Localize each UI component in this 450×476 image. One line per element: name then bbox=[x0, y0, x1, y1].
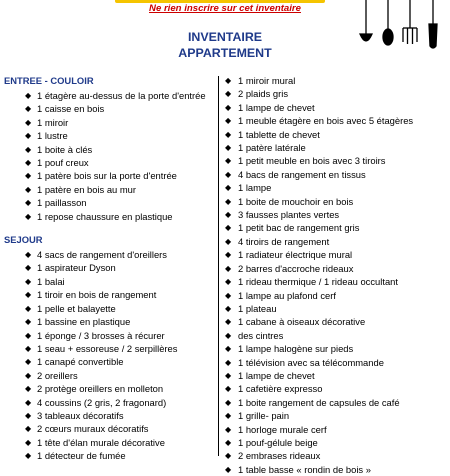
list-item bbox=[224, 87, 448, 100]
bullet-icon: ◆ bbox=[225, 437, 232, 447]
bullet-icon: ◆ bbox=[225, 411, 232, 421]
list-item bbox=[4, 143, 216, 156]
list-item bbox=[4, 315, 216, 328]
item-text: 1 seau + essoreuse / 2 serpillères bbox=[37, 342, 178, 354]
item-text: 1 patère latérale bbox=[238, 142, 306, 154]
list-item bbox=[224, 128, 448, 141]
section-spacer bbox=[4, 223, 216, 233]
bullet-icon: ◆ bbox=[25, 343, 32, 353]
item-text: 1 petit meuble en bois avec 3 tiroirs bbox=[238, 155, 386, 167]
list-item bbox=[224, 74, 448, 87]
bullet-icon: ◆ bbox=[25, 91, 32, 100]
list-item bbox=[4, 449, 216, 462]
bullet-icon: ◆ bbox=[25, 131, 32, 141]
bullet-icon: ◆ bbox=[225, 277, 232, 287]
list-item bbox=[224, 114, 448, 127]
list-item bbox=[224, 262, 448, 275]
list-item bbox=[224, 423, 448, 436]
list-item bbox=[224, 382, 448, 395]
bullet-icon: ◆ bbox=[225, 357, 232, 367]
item-text: 4 bacs de rangement en tissus bbox=[238, 168, 366, 180]
list-item bbox=[224, 181, 448, 194]
list-item bbox=[4, 342, 216, 355]
section-sejour bbox=[4, 233, 216, 463]
list-item bbox=[224, 101, 448, 114]
bullet-icon: ◆ bbox=[225, 290, 232, 300]
list-item bbox=[4, 156, 216, 169]
list-item bbox=[4, 129, 216, 142]
item-text: 4 sacs de rangement d'oreillers bbox=[37, 249, 167, 261]
list-item bbox=[4, 116, 216, 129]
bullet-icon: ◆ bbox=[225, 143, 232, 153]
item-list bbox=[4, 248, 216, 463]
item-text: 1 patère en bois au mur bbox=[37, 183, 137, 195]
bullet-icon: ◆ bbox=[25, 250, 32, 260]
bullet-icon: ◆ bbox=[25, 104, 32, 114]
list-item bbox=[4, 396, 216, 409]
item-text: 1 miroir bbox=[37, 116, 69, 128]
bullet-icon: ◆ bbox=[25, 276, 32, 286]
bullet-icon: ◆ bbox=[225, 384, 232, 394]
list-item bbox=[4, 422, 216, 435]
bullet-icon: ◆ bbox=[225, 464, 232, 474]
list-item bbox=[224, 315, 448, 328]
item-text: 1 petit bac de rangement gris bbox=[238, 222, 360, 234]
item-text: 2 oreillers bbox=[37, 369, 78, 381]
list-item bbox=[4, 329, 216, 342]
list-item bbox=[4, 196, 216, 209]
item-text: 1 caisse en bois bbox=[37, 103, 105, 115]
item-text: 1 lampe de chevet bbox=[238, 101, 315, 113]
item-text: 1 lampe de chevet bbox=[238, 369, 315, 381]
bullet-icon: ◆ bbox=[25, 198, 32, 208]
item-text: 1 lustre bbox=[37, 130, 68, 142]
bullet-icon: ◆ bbox=[225, 344, 232, 354]
list-item bbox=[4, 288, 216, 301]
item-text: 1 paillasson bbox=[37, 197, 87, 209]
bullet-icon: ◆ bbox=[225, 303, 232, 313]
list-item bbox=[224, 449, 448, 462]
item-text: 1 pouf creux bbox=[37, 157, 89, 169]
item-text: 1 lampe bbox=[238, 182, 272, 194]
bullet-icon: ◆ bbox=[25, 397, 32, 407]
item-text: 1 tête d'élan murale décorative bbox=[37, 436, 165, 448]
bullet-icon: ◆ bbox=[25, 330, 32, 340]
item-text: 1 canapé convertible bbox=[37, 356, 124, 368]
bullet-icon: ◆ bbox=[225, 129, 232, 139]
item-list bbox=[4, 89, 216, 223]
bullet-icon: ◆ bbox=[225, 183, 232, 193]
list-item bbox=[224, 356, 448, 369]
list-item bbox=[4, 369, 216, 382]
item-text: 1 boite à clés bbox=[37, 143, 93, 155]
bullet-icon: ◆ bbox=[225, 250, 232, 260]
bullet-icon: ◆ bbox=[225, 330, 232, 340]
list-item bbox=[224, 289, 448, 302]
list-item bbox=[4, 248, 216, 261]
bullet-icon: ◆ bbox=[25, 144, 32, 154]
list-item bbox=[224, 342, 448, 355]
left-column bbox=[4, 74, 216, 463]
item-list bbox=[224, 74, 448, 476]
list-item bbox=[4, 409, 216, 422]
item-text: 1 boite rangement de capsules de café bbox=[238, 396, 400, 408]
list-item bbox=[224, 235, 448, 248]
list-item bbox=[4, 169, 216, 182]
list-item bbox=[224, 154, 448, 167]
item-text: 2 barres d'accroche rideaux bbox=[238, 262, 354, 274]
list-item bbox=[4, 302, 216, 315]
item-text: 1 boite de mouchoir en bois bbox=[238, 195, 354, 207]
list-item bbox=[224, 436, 448, 449]
header-note: Ne rien inscrire sur cet inventaire bbox=[149, 3, 301, 14]
title-line-1: INVENTAIRE bbox=[187, 30, 263, 44]
bullet-icon: ◆ bbox=[25, 184, 32, 194]
item-text: 1 lampe au plafond cerf bbox=[238, 289, 336, 301]
list-item bbox=[4, 436, 216, 449]
right-column bbox=[224, 74, 448, 476]
bullet-icon: ◆ bbox=[25, 171, 32, 181]
item-text: 1 patère bois sur la porte d'entrée bbox=[37, 170, 177, 182]
item-text: 1 meuble étagère en bois avec 5 étagères bbox=[238, 115, 414, 127]
bullet-icon: ◆ bbox=[25, 410, 32, 420]
bullet-icon: ◆ bbox=[25, 384, 32, 394]
list-item bbox=[4, 382, 216, 395]
item-text: 1 télévision avec sa télécommande bbox=[238, 356, 384, 368]
item-text: 1 horloge murale cerf bbox=[238, 423, 327, 435]
bullet-icon: ◆ bbox=[225, 236, 232, 246]
list-item bbox=[224, 369, 448, 382]
list-item bbox=[224, 208, 448, 221]
item-text: 1 aspirateur Dyson bbox=[37, 262, 116, 274]
item-text: 2 plaids gris bbox=[238, 88, 289, 100]
list-item bbox=[4, 89, 216, 102]
item-text: 1 détecteur de fumée bbox=[37, 450, 126, 462]
section-title: ENTREE - COULOIR bbox=[4, 75, 94, 86]
item-text: 1 tiroir en bois de rangement bbox=[37, 289, 157, 301]
item-text: 4 tiroirs de rangement bbox=[238, 235, 330, 247]
item-text: 2 protège oreillers en molleton bbox=[37, 383, 164, 395]
bullet-icon: ◆ bbox=[25, 117, 32, 127]
list-item bbox=[224, 248, 448, 261]
list-item bbox=[4, 275, 216, 288]
section-entree-couloir bbox=[4, 74, 216, 223]
bullet-icon: ◆ bbox=[25, 451, 32, 461]
item-text: 1 éponge / 3 brosses à récurer bbox=[37, 329, 165, 341]
item-text: 3 tableaux décoratifs bbox=[37, 409, 124, 421]
bullet-icon: ◆ bbox=[225, 263, 232, 273]
list-item bbox=[224, 396, 448, 409]
list-item bbox=[224, 221, 448, 234]
bullet-icon: ◆ bbox=[25, 317, 32, 327]
item-text: 1 table basse « rondin de bois » bbox=[238, 463, 371, 475]
bullet-icon: ◆ bbox=[25, 211, 32, 221]
item-text: 2 cœurs muraux décoratifs bbox=[37, 423, 149, 435]
item-text: 1 étagère au-dessus de la porte d'entrée bbox=[37, 90, 206, 101]
item-text: 2 embrases rideaux bbox=[238, 450, 321, 462]
bullet-icon: ◆ bbox=[225, 317, 232, 327]
bullet-icon: ◆ bbox=[25, 424, 32, 434]
item-text: 1 rideau thermique / 1 rideau occultant bbox=[238, 276, 398, 288]
item-text: 1 grille- pain bbox=[238, 410, 290, 422]
title-line-2: APPARTEMENT bbox=[178, 46, 272, 60]
bullet-icon: ◆ bbox=[225, 223, 232, 233]
document-title bbox=[0, 29, 450, 61]
list-item bbox=[224, 409, 448, 422]
bullet-icon: ◆ bbox=[225, 102, 232, 112]
bullet-icon: ◆ bbox=[225, 370, 232, 380]
bullet-icon: ◆ bbox=[25, 158, 32, 168]
bullet-icon: ◆ bbox=[25, 263, 32, 273]
bullet-icon: ◆ bbox=[225, 451, 232, 461]
item-text: 1 pelle et balayette bbox=[37, 302, 116, 314]
list-item bbox=[4, 355, 216, 368]
item-text: 1 repose chaussure en plastique bbox=[37, 210, 173, 222]
item-text: 1 balai bbox=[37, 275, 65, 287]
item-text: 3 fausses plantes vertes bbox=[238, 209, 340, 221]
bullet-icon: ◆ bbox=[25, 290, 32, 300]
bullet-icon: ◆ bbox=[225, 169, 232, 179]
item-text: 4 coussins (2 gris, 2 fragonard) bbox=[37, 396, 167, 408]
bullet-icon: ◆ bbox=[25, 370, 32, 380]
list-item bbox=[224, 302, 448, 315]
item-text: des cintres bbox=[238, 329, 284, 341]
bullet-icon: ◆ bbox=[225, 76, 232, 85]
item-text: 1 lampe halogène sur pieds bbox=[238, 343, 354, 355]
item-text: 1 pouf-gélule beige bbox=[238, 436, 318, 448]
bullet-icon: ◆ bbox=[225, 196, 232, 206]
bullet-icon: ◆ bbox=[25, 303, 32, 313]
list-item bbox=[4, 102, 216, 115]
bullet-icon: ◆ bbox=[25, 357, 32, 367]
item-text: 1 plateau bbox=[238, 302, 277, 314]
bullet-icon: ◆ bbox=[225, 210, 232, 220]
item-text: 1 radiateur électrique mural bbox=[238, 249, 353, 261]
bullet-icon: ◆ bbox=[225, 156, 232, 166]
list-item bbox=[224, 195, 448, 208]
bullet-icon: ◆ bbox=[225, 397, 232, 407]
list-item bbox=[224, 168, 448, 181]
bullet-icon: ◆ bbox=[225, 116, 232, 126]
list-item bbox=[4, 261, 216, 274]
list-item bbox=[224, 141, 448, 154]
item-text: 1 cabane à oiseaux décorative bbox=[238, 316, 366, 328]
column-divider bbox=[218, 76, 219, 456]
item-text: 1 tablette de chevet bbox=[238, 128, 320, 140]
list-item bbox=[224, 463, 448, 476]
list-item bbox=[4, 183, 216, 196]
item-text: 1 cafetière expresso bbox=[238, 383, 323, 395]
bullet-icon: ◆ bbox=[225, 89, 232, 99]
section-title: SEJOUR bbox=[4, 234, 43, 246]
list-item bbox=[224, 329, 448, 342]
list-item bbox=[224, 275, 448, 288]
bullet-icon: ◆ bbox=[25, 437, 32, 447]
bullet-icon: ◆ bbox=[225, 424, 232, 434]
item-text: 1 bassine en plastique bbox=[37, 316, 131, 328]
list-item bbox=[4, 210, 216, 223]
item-text: 1 miroir mural bbox=[238, 75, 296, 86]
